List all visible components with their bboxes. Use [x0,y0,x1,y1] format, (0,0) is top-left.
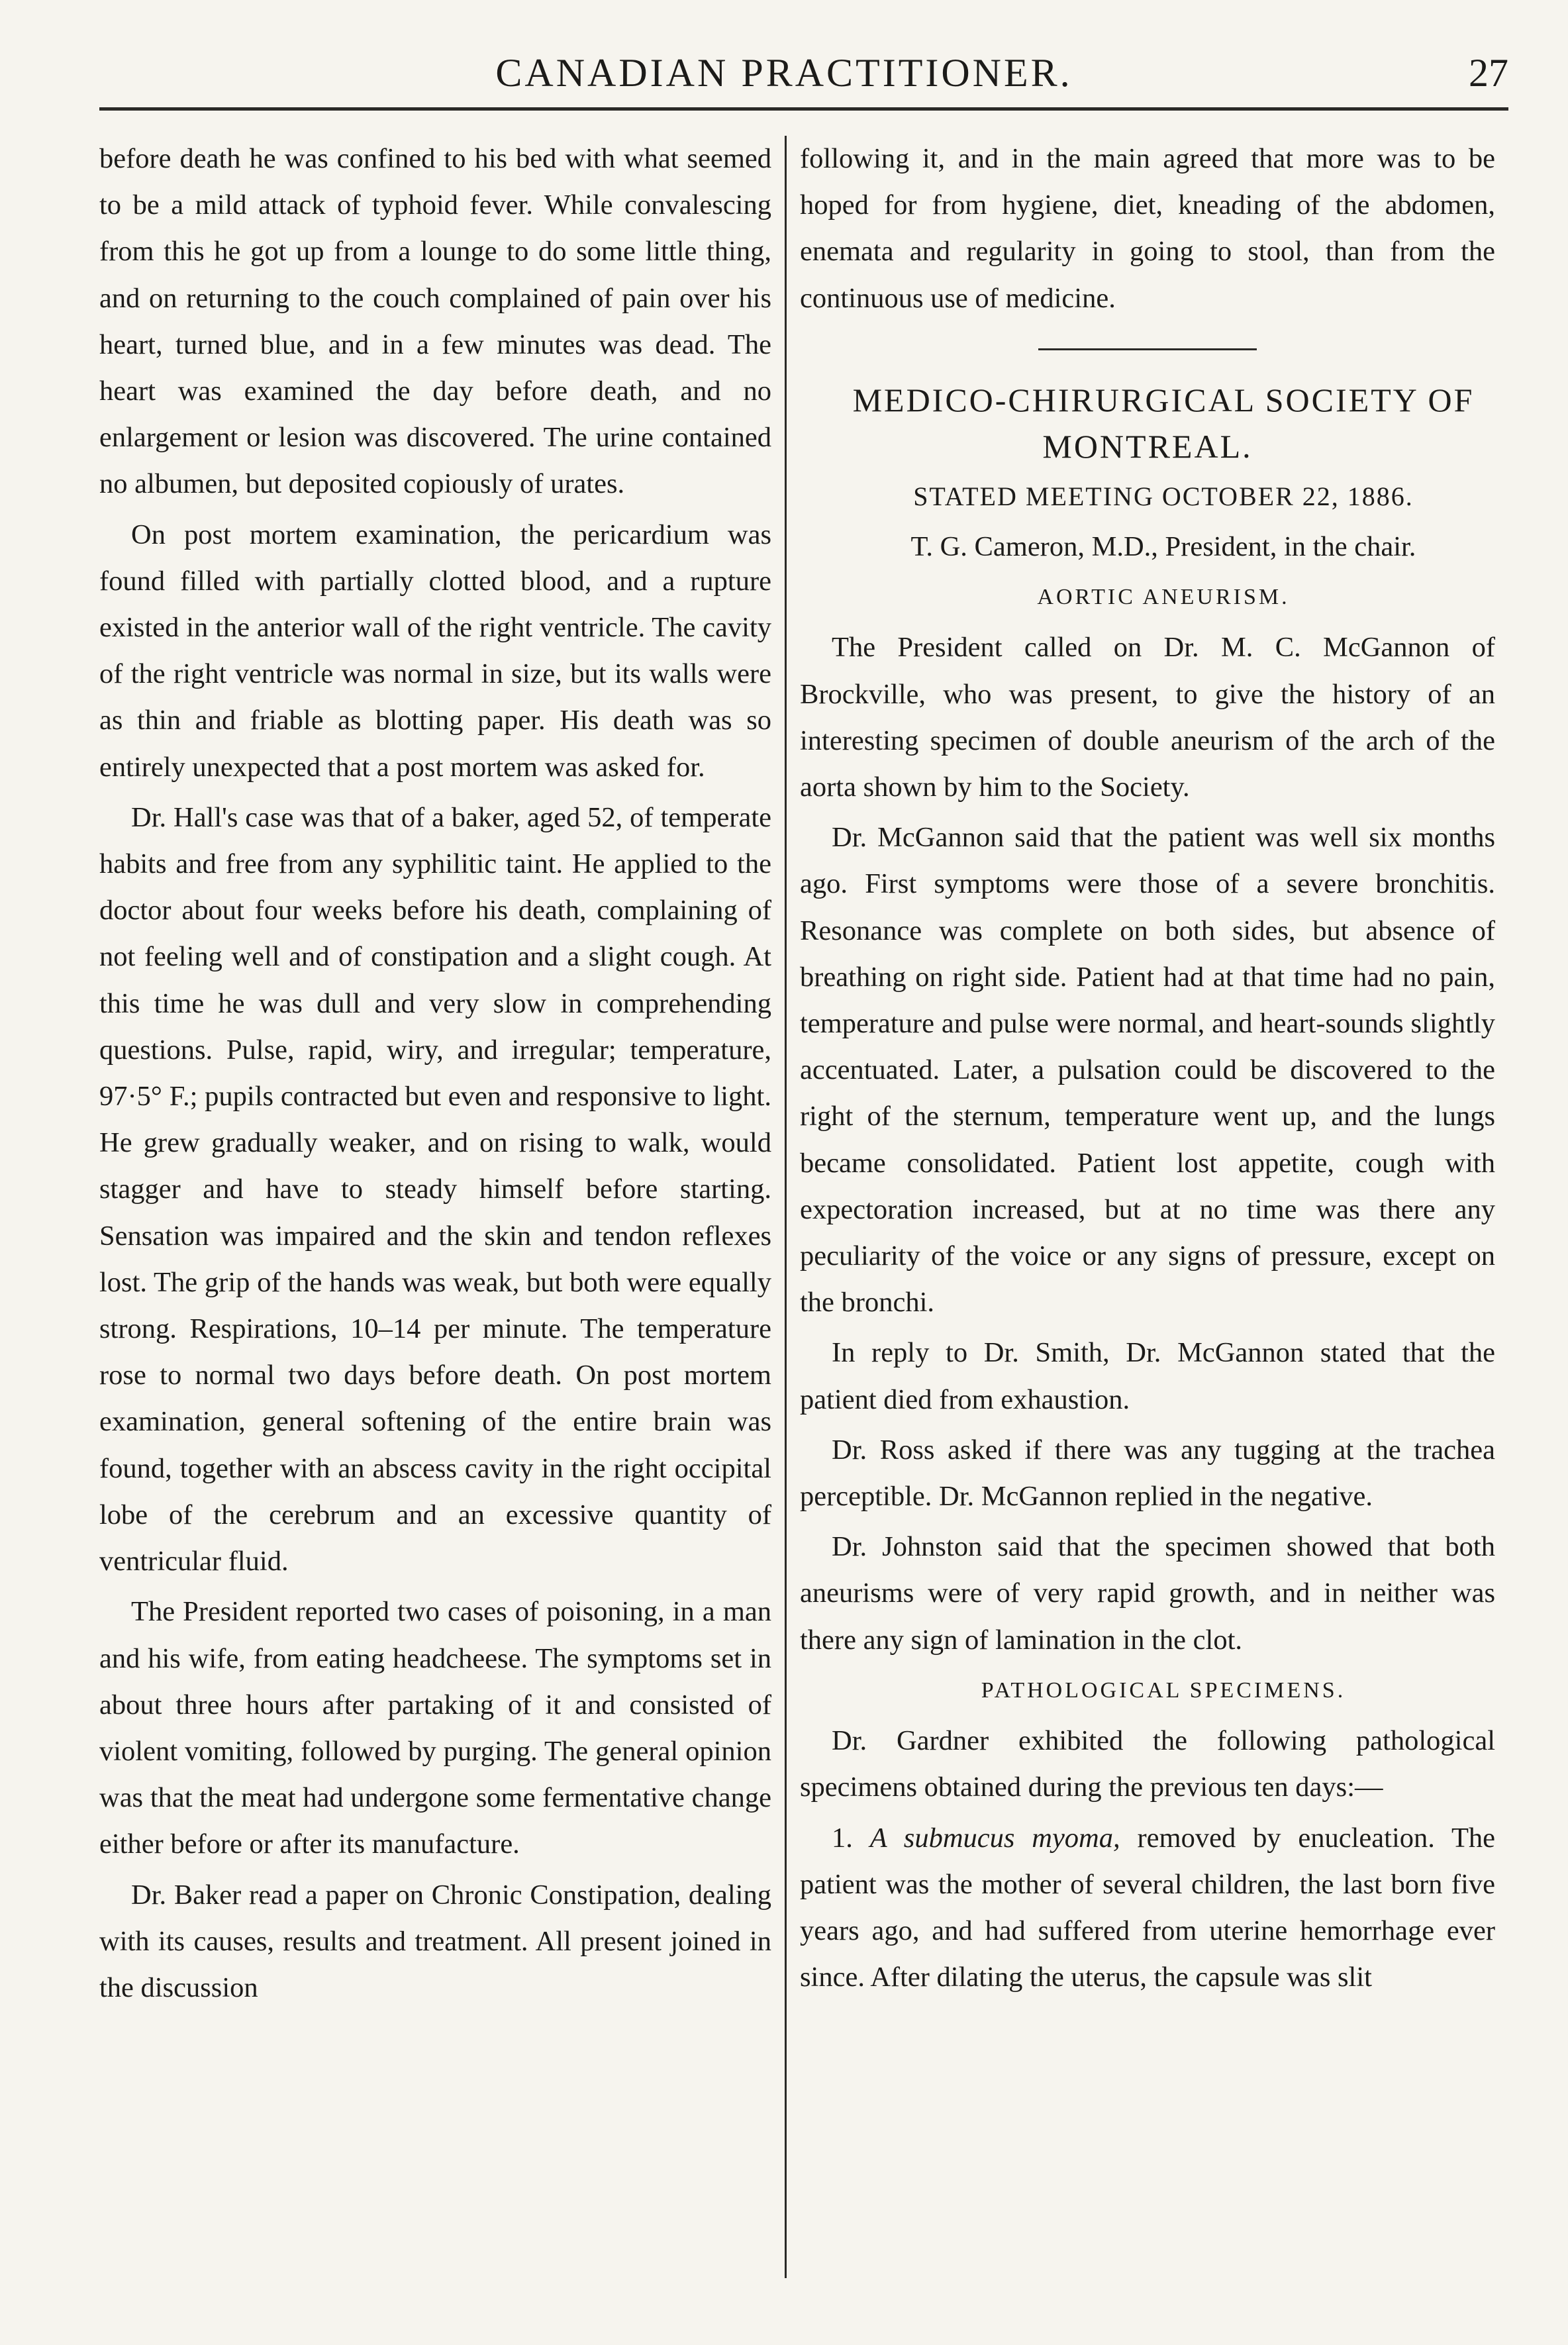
paragraph: Dr. McGannon said that the patient was well six months ago. First symptoms were those of a severe bronchitis. Resonance was complete on both sides, but absence of breathing on right side. Patient had at that time had no pain, temperature and pulse were normal, and heart-sounds slightly accentuated. Later, a pulsation could be discovered to the right of the sternum, temperature went up, and the lungs became consolidated. Patient lost appetite, cough with expectoration increased, but at no time was there any peculiarity of the voice or any signs of pressure, except on the bronchi. [800,822,1495,1319]
paragraph: The President reported two cases of poisoning, in a man and his wife, from eating headcheese. The symptoms set in about three hours after partaking of it and consisted of violent vomiting, followed by purging. The general opinion was that the meat had undergone some fermentative change either before or after its manufacture. [99,1596,771,1860]
page-number: 27 [1469,51,1508,95]
section-heading-aortic: AORTIC ANEURISM. [1037,585,1290,610]
journal-title: CANADIAN PRACTITIONER. [495,51,1073,95]
item-text: removed by enucleation. The patient was the mother of several children, the last born five years ago, and had suffered from uterine hemorrhage ever since. After dilating the uterus, the capsule was slit [800,1822,1496,1993]
section-divider [1038,348,1257,350]
item-number: 1. [832,1822,853,1854]
paragraph: Dr. Baker read a paper on Chronic Constipation, dealing with its causes, results and treatment. All present joined in the discussion [99,1879,771,2003]
running-header [0,46,1568,106]
numbered-item [800,1815,1495,2001]
paragraph: before death he was confined to his bed with what seemed to be a mild attack of typhoid fever. While convalescing from this he got up from a lounge to do some little thing, and on returning to the couch complained of pain over his heart, turned blue, and in a few minutes was dead. The heart was examined the day before death, and no enlargement or lesion was discovered. The urine contained no albumen, but deposited copiously of urates. [99,143,771,500]
paragraph: In reply to Dr. Smith, Dr. McGannon stated that the patient died from exhaustion. [800,1337,1495,1415]
paragraph: Dr. Johnston said that the specimen showed that both aneurisms were of very rapid growth, and in neither was there any sign of lamination in the clot. [800,1531,1495,1656]
chair-line: T. G. Cameron, M.D., President, in the chair. [910,531,1416,563]
paragraph: Dr. Gardner exhibited the following pathological specimens obtained during the previous ten days:— [800,1725,1495,1803]
left-column [99,136,771,2011]
meeting-line: STATED MEETING OCTOBER 22, 1886. [913,481,1414,511]
column-divider [785,136,787,2278]
header-rule [99,107,1508,111]
society-title: MEDICO-CHIRURGICAL SOCIETY OF MONTREAL. [852,381,1475,465]
paragraph: following it, and in the main agreed that more was to be hoped for from hygiene, diet, kneading of the abdomen, enemata and regularity in going to stool, than from the continuous use of medicine. [800,143,1495,314]
right-column [800,136,1495,2001]
paragraph: The President called on Dr. M. C. McGannon of Brockville, who was present, to give the history of an interesting specimen of double aneurism of the arch of the aorta shown by him to the Society. [800,632,1495,803]
paragraph: On post mortem examination, the pericardium was found filled with partially clotted blood, and a rupture existed in the anterior wall of the right ventricle. The cavity of the right ventricle was normal in size, but its walls were as thin and friable as blotting paper. His death was so entirely unexpected that a post mortem was asked for. [99,519,771,783]
paragraph: Dr. Ross asked if there was any tugging at the trachea perceptible. Dr. McGannon replied in the negative. [800,1434,1495,1513]
item-title: A submucus myoma, [869,1822,1120,1854]
section-heading-pathological: PATHOLOGICAL SPECIMENS. [981,1677,1346,1703]
paragraph: Dr. Hall's case was that of a baker, aged 52, of temperate habits and free from any syphilitic taint. He applied to the doctor about four weeks before his death, complaining of not feeling well and of constipation and a slight cough. At this time he was dull and very slow in comprehending questions. Pulse, rapid, wiry, and irregular; temperature, 97·5° F.; pupils contracted but even and responsive to light. He grew gradually weaker, and on rising to walk, would stagger and have to steady himself before starting. Sensation was impaired and the skin and tendon reflexes lost. The grip of the hands was weak, but both were equally strong. Respirations, 10–14 per minute. The temperature rose to normal two days before death. On post mortem examination, general softening of the entire brain was found, together with an abscess cavity in the right occipital lobe of the cerebrum and an excessive quantity of ventricular fluid. [99,801,771,1577]
